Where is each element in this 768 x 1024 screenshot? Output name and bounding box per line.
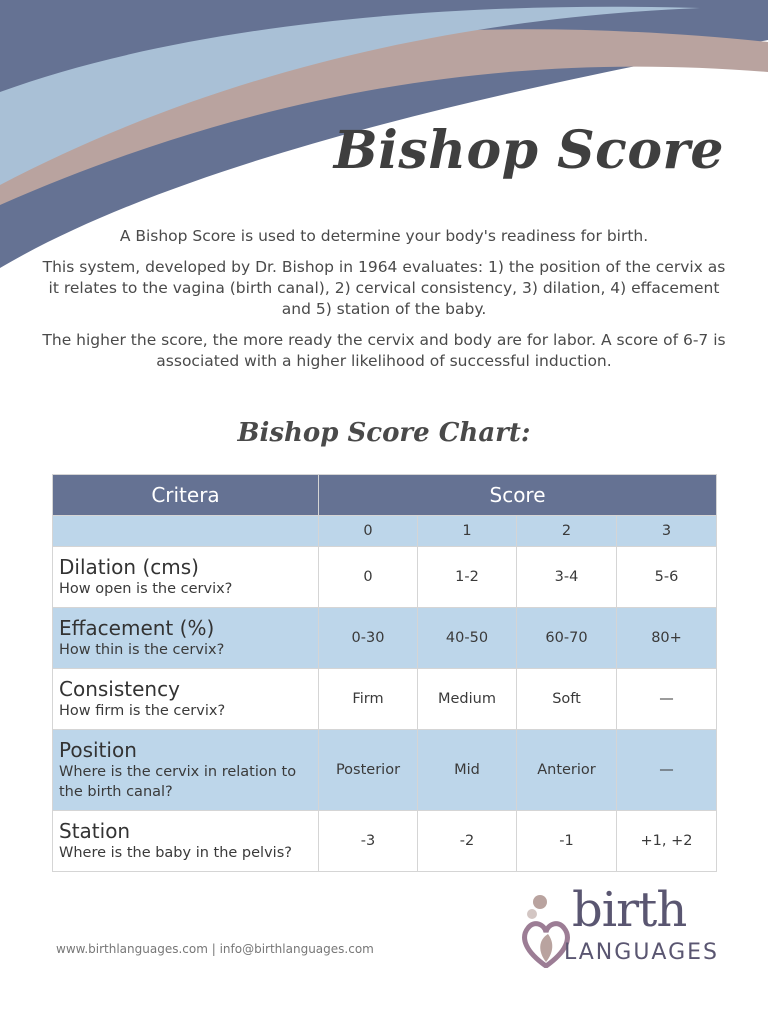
table-row-position [53, 730, 717, 811]
score-header: Score [319, 475, 717, 516]
score-cell: 5-6 [617, 547, 717, 608]
score-cell: -1 [517, 811, 617, 872]
birth-languages-logo [518, 882, 719, 968]
bishop-score-table [52, 474, 717, 872]
score-cell: 0-30 [319, 608, 418, 669]
footer-contact: www.birthlanguages.com | info@birthlanguages.com [56, 942, 374, 956]
score-level: 3 [617, 516, 717, 547]
score-cell: -3 [319, 811, 418, 872]
intro-paragraph-3: The higher the score, the more ready the cervix and body are for labor. A score of 6-7 is associated with a higher likelihood of successful induction. [42, 331, 726, 370]
criteria-name: Effacement (%) [59, 616, 215, 640]
criteria-question: How thin is the cervix? [59, 642, 225, 658]
score-cell: — [617, 669, 717, 730]
criteria-question: Where is the baby in the pelvis? [59, 845, 292, 861]
criteria-cell [53, 608, 319, 669]
criteria-name: Consistency [59, 677, 180, 701]
score-cell: 80+ [617, 608, 717, 669]
table-row-effacement [53, 608, 717, 669]
table-row-consistency [53, 669, 717, 730]
criteria-name: Position [59, 738, 137, 762]
criteria-name: Dilation (cms) [59, 555, 199, 579]
criteria-header: Critera [53, 475, 319, 516]
criteria-cell [53, 547, 319, 608]
criteria-name: Station [59, 819, 131, 843]
intro-paragraph-1: A Bishop Score is used to determine your body's readiness for birth. [119, 227, 649, 245]
score-cell: -2 [418, 811, 517, 872]
intro-paragraph-2: This system, developed by Dr. Bishop in 1964 evaluates: 1) the position of the cervix as it relates to the vagina (birth canal), 2) cervical consistency, 3) dilation, 4) effacement and 5) station of the baby. [42, 258, 726, 318]
score-cell: Soft [517, 669, 617, 730]
logo-word-languages: LANGUAGES [564, 940, 719, 965]
criteria-cell [53, 730, 319, 811]
logo-word-birth: birth [572, 882, 687, 938]
score-cell: Medium [418, 669, 517, 730]
score-cell: 1-2 [418, 547, 517, 608]
page-title: Bishop Score [333, 120, 724, 181]
score-cell: Mid [418, 730, 517, 811]
score-cell: Firm [319, 669, 418, 730]
score-cell: 40-50 [418, 608, 517, 669]
chart-title: Bishop Score Chart: [237, 418, 531, 448]
score-levels-blank [53, 516, 319, 547]
score-cell: — [617, 730, 717, 811]
table-header-row [53, 475, 717, 516]
score-cell: 0 [319, 547, 418, 608]
score-cell: Posterior [319, 730, 418, 811]
score-level: 2 [517, 516, 617, 547]
criteria-cell [53, 669, 319, 730]
criteria-question: How open is the cervix? [59, 581, 233, 597]
intro-text [40, 226, 728, 382]
score-level: 1 [418, 516, 517, 547]
table-row-station [53, 811, 717, 872]
score-cell: Anterior [517, 730, 617, 811]
score-cell: +1, +2 [617, 811, 717, 872]
criteria-question: Where is the cervix in relation to the birth canal? [59, 764, 297, 800]
score-cell: 60-70 [517, 608, 617, 669]
score-level: 0 [319, 516, 418, 547]
criteria-cell [53, 811, 319, 872]
table-row-dilation [53, 547, 717, 608]
score-cell: 3-4 [517, 547, 617, 608]
score-levels-row [53, 516, 717, 547]
criteria-question: How firm is the cervix? [59, 703, 226, 719]
